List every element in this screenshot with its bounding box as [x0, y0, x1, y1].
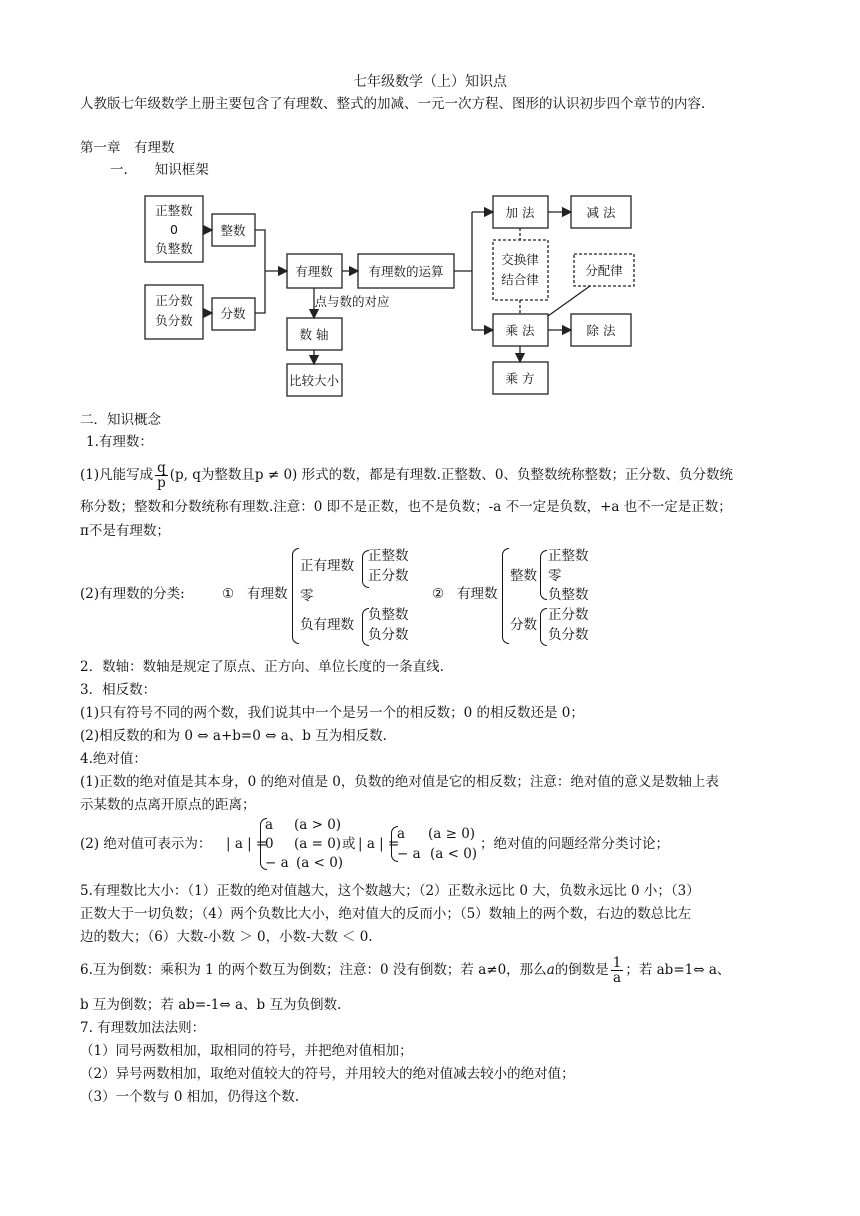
cls2-int: 整数	[510, 568, 537, 584]
label-fraction: 分数	[220, 306, 246, 321]
p5-line2: 正数大于一切负数；（4）两个负数比大小，绝对值大的反而小；（5）数轴上的两个数，右边的数总比左	[80, 906, 692, 922]
label-operations: 有理数的运算	[368, 264, 444, 279]
label-zero: 0	[170, 222, 178, 237]
cls2-frac-brace	[540, 608, 547, 646]
label-compare: 比较大小	[288, 373, 340, 388]
p1-line1	[80, 460, 733, 490]
p1-heading: 1.有理数：	[86, 434, 153, 450]
cls1-negative: 负有理数	[300, 617, 354, 633]
cls2-frac-item-1: 正分数	[548, 607, 589, 623]
abs-or: 或	[342, 836, 356, 852]
p4-line1: (1)正数的绝对值是其本身，0 的绝对值是 0，负数的绝对值是它的相反数；注意：绝对值的意义是数轴上表	[80, 774, 719, 790]
p6-var-a: a	[546, 962, 555, 978]
p4-abs-post: ；绝对值的问题经常分类讨论；	[480, 836, 669, 852]
box-laws	[493, 240, 548, 300]
label-add: 加 法	[505, 205, 535, 220]
page-title: 七年级数学（上）知识点	[353, 74, 507, 90]
label-associative: 结合律	[501, 272, 539, 287]
cls1-pos-item-2: 正分数	[368, 568, 409, 584]
fraction-q-over-p	[155, 461, 168, 490]
section-heading-framework: 一. 知识框架	[110, 162, 209, 178]
abs1-r2-cond: (a = 0)	[294, 836, 342, 852]
cls2-mark: ②	[432, 586, 445, 602]
cls2-int-item-1: 正整数	[548, 548, 589, 564]
abs2-r1-cond: (a ≥ 0)	[428, 826, 476, 842]
cls2-root: 有理数	[457, 586, 498, 602]
p7-heading: 7. 有理数加法法则：	[80, 1020, 206, 1036]
label-axis: 数 轴	[299, 327, 329, 342]
cls1-neg-item-2: 负分数	[368, 627, 409, 643]
abs2-r2-cond: (a < 0)	[430, 846, 478, 862]
abs1-r2-val: 0	[265, 836, 274, 852]
p7-rule-1: （1）同号两数相加，取相同的符号，并把绝对值相加；	[80, 1043, 413, 1059]
p6-post: ；若 ab=1⇔ a、	[625, 962, 731, 978]
p3-line1: (1)只有符号不同的两个数，我们说其中一个是另一个的相反数；0 的相反数还是 0；	[80, 705, 584, 721]
p5-line3: 边的数大；（6）大数-小数 ＞ 0，小数-大数 ＜ 0.	[80, 929, 373, 945]
knowledge-framework-diagram	[0, 0, 860, 420]
cls1-pos-item-1: 正整数	[368, 548, 409, 564]
p4-heading: 4.绝对值：	[80, 751, 147, 767]
frac-num: 1	[612, 955, 622, 971]
p7-rule-3: （3）一个数与 0 相加，仍得这个数.	[80, 1089, 300, 1105]
p6-line1	[80, 955, 730, 985]
label-power: 乘 方	[505, 371, 535, 386]
cls2-int-brace	[540, 550, 547, 600]
abs-lhs-2: | a | =	[358, 836, 400, 852]
cls1-neg-item-1: 负整数	[368, 607, 409, 623]
label-commutative: 交换律	[501, 252, 539, 267]
p3-heading: 3．相反数：	[80, 682, 157, 698]
cls2-int-item-2: 零	[548, 568, 562, 584]
p6-pre: 6.互为倒数：乘积为 1 的两个数互为倒数；注意：0 没有倒数；若 a≠0，那么	[80, 962, 547, 978]
label-correspond: 点与数的对应	[314, 294, 390, 309]
label-div: 除 法	[586, 323, 616, 338]
section-heading-concepts: 二．知识概念	[80, 412, 161, 428]
p1-line2: 称分数；整数和分数统称有理数.注意：0 即不是正数，也不是负数；-a 不一定是负数，+a 也不一定是正数；	[80, 499, 732, 515]
p1-pre: (1)凡能写成	[80, 467, 154, 483]
cls2-brace	[502, 548, 509, 644]
frac-den: a	[613, 970, 622, 986]
p7-rule-2: （2）异号两数相加，取绝对值较大的符号，并用较大的绝对值减去较小的绝对值；	[80, 1066, 575, 1082]
label-positive-integer: 正整数	[155, 203, 193, 218]
cls1-zero: 零	[300, 588, 314, 604]
p6-mid: 的倒数是	[554, 962, 609, 978]
fraction-1-over-a	[611, 956, 624, 985]
p1-classification-label: (2)有理数的分类:	[80, 586, 185, 602]
cls1-positive: 正有理数	[300, 558, 354, 574]
cls2-frac: 分数	[510, 617, 537, 633]
p1-post: (p, q为整数且p ≠ 0) 形式的数，都是有理数.正整数、0、负整数统称整数；正分数、负分数统	[169, 467, 733, 483]
p5-line1: 5.有理数比大小：（1）正数的绝对值越大，这个数越大；（2）正数永远比 0 大，负数永远比 0 小；（3）	[80, 883, 700, 899]
label-integer: 整数	[220, 223, 246, 238]
cls1-brace	[292, 548, 299, 644]
abs1-r1-val: a	[265, 817, 274, 833]
cls2-int-item-3: 负整数	[548, 587, 589, 603]
abs1-r3-val: − a	[265, 855, 289, 871]
label-negative-integer: 负整数	[155, 241, 193, 256]
abs2-r2-val: − a	[397, 846, 421, 862]
cls2-frac-item-2: 负分数	[548, 627, 589, 643]
p3-line2: (2)相反数的和为 0 ⇔ a+b=0 ⇔ a、b 互为相反数.	[80, 728, 387, 744]
cls1-root: 有理数	[247, 586, 288, 602]
p6-line2: b 互为倒数；若 ab=-1⇔ a、b 互为负倒数.	[80, 997, 342, 1013]
abs-lhs-1: | a | =	[226, 836, 268, 852]
p4-abs-pre: (2) 绝对值可表示为：	[80, 836, 212, 852]
frac-den: p	[157, 475, 166, 491]
p1-line3: π不是有理数；	[80, 523, 170, 539]
label-distributive: 分配律	[585, 263, 623, 278]
abs2-r1-val: a	[397, 826, 406, 842]
label-negative-fraction: 负分数	[155, 313, 193, 328]
label-sub: 减 法	[586, 205, 616, 220]
chapter-heading: 第一章 有理数	[80, 140, 175, 156]
abs1-r3-cond: (a < 0)	[296, 855, 344, 871]
label-positive-fraction: 正分数	[155, 293, 193, 308]
frac-num: q	[157, 460, 166, 476]
abs1-r1-cond: (a > 0)	[294, 817, 342, 833]
intro-text: 人教版七年级数学上册主要包含了有理数、整式的加减、一元一次方程、图形的认识初步四个章节的内容.	[80, 96, 706, 112]
label-rational: 有理数	[295, 264, 333, 279]
cls1-mark: ①	[222, 586, 235, 602]
label-mul: 乘 法	[505, 323, 535, 338]
p2-number-line: 2．数轴：数轴是规定了原点、正方向、单位长度的一条直线.	[80, 659, 444, 675]
p4-line2: 示某数的点离开原点的距离；	[80, 797, 256, 813]
